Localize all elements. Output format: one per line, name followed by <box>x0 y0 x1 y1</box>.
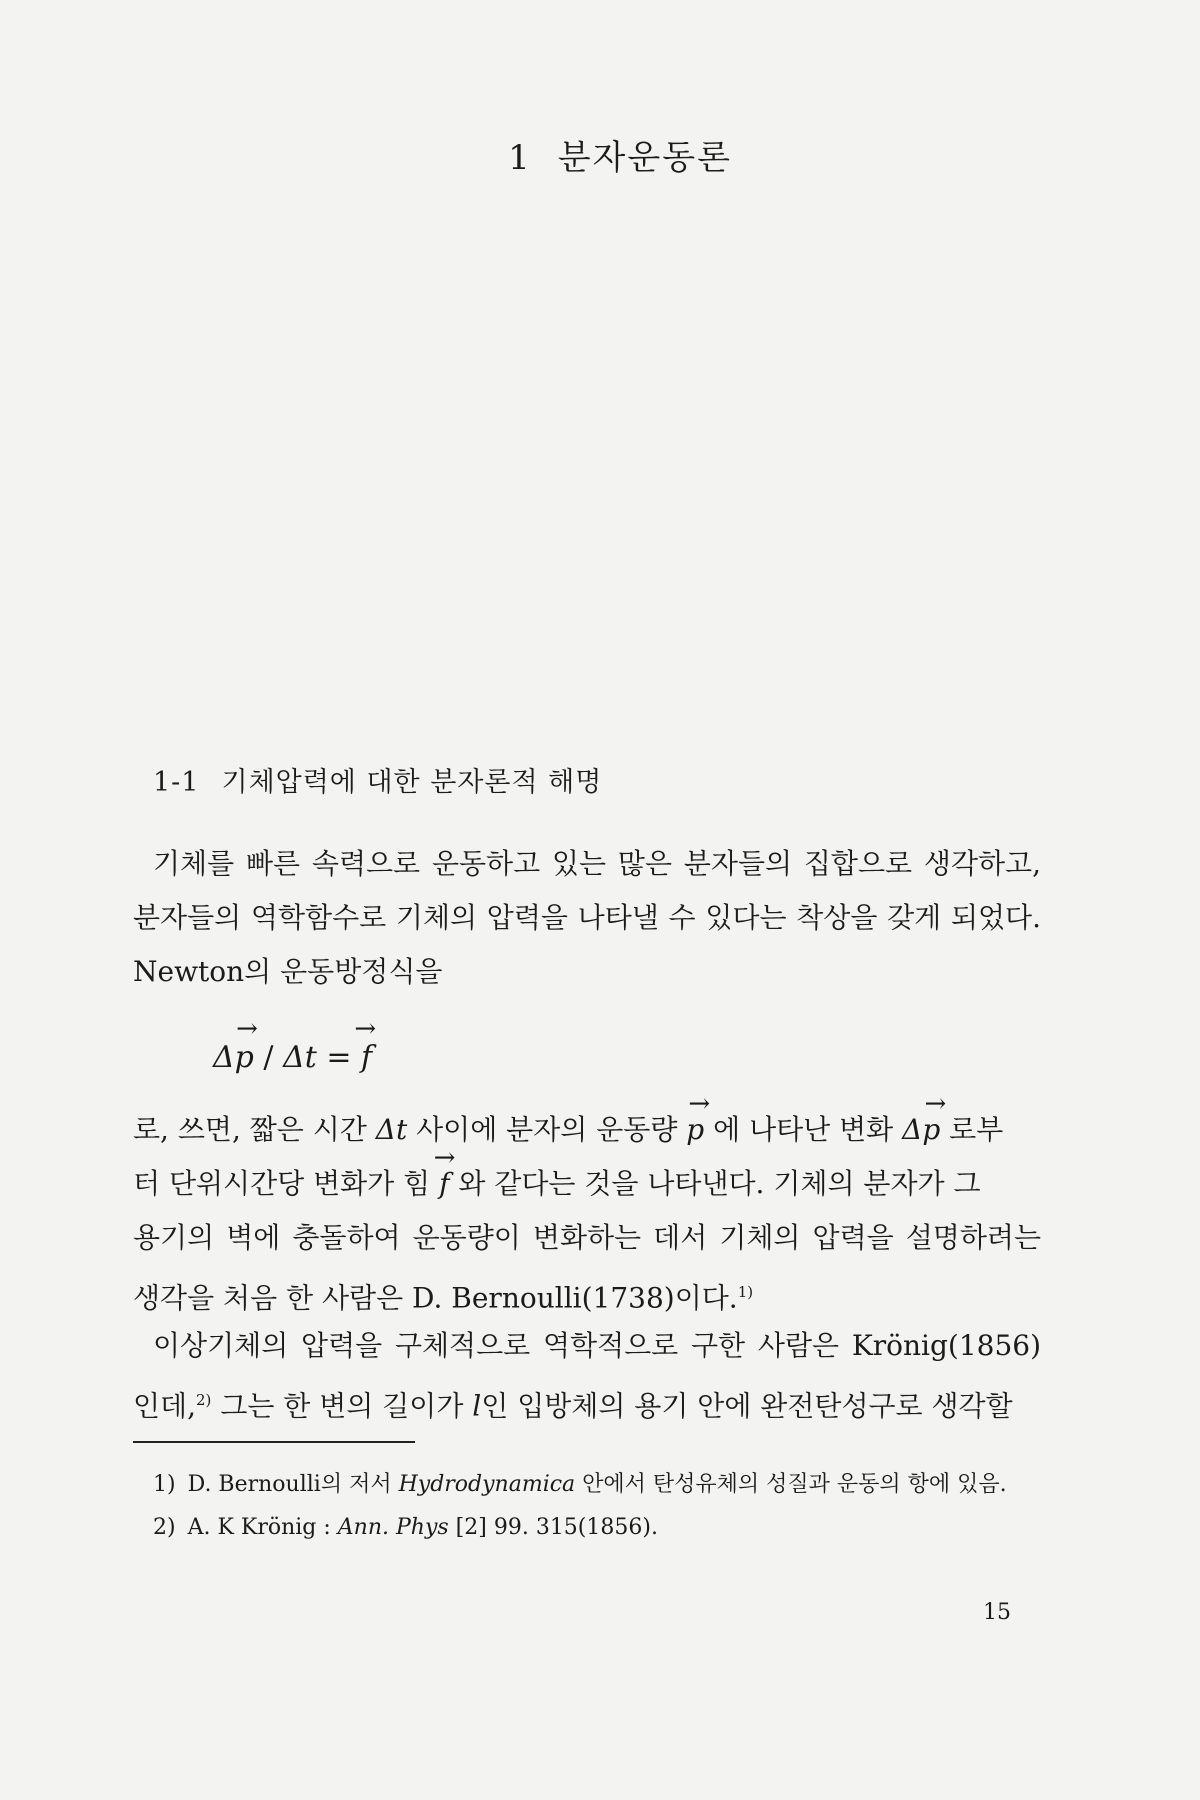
equation-slash: / <box>253 1040 284 1075</box>
momentum-equation <box>213 1040 372 1075</box>
paragraph2-line3: 용기의 벽에 충돌하여 운동량이 변화하는 데서 기체의 압력을 설명하려는 <box>133 1221 1041 1254</box>
paragraph1-line3: Newton의 운동방정식을 <box>133 955 443 988</box>
page-number: 15 <box>983 1600 1011 1625</box>
p2-l4-text: 생각을 처음 한 사람은 D. Bernoulli(1738)이다. <box>133 1281 738 1315</box>
footnote-1 <box>153 1470 1007 1500</box>
footnote-1-text-a: D. Bernoulli의 저서 <box>187 1472 399 1497</box>
equation-delta-p: → Δp <box>213 1040 254 1075</box>
paragraph2-line2 <box>133 1164 1041 1204</box>
p2-l2-text-a: 터 단위시간당 변화가 힘 <box>133 1167 440 1200</box>
footnote-2-text-a: A. K Krönig : <box>187 1515 338 1540</box>
p2-l1-text-b: 사이에 분자의 운동량 <box>407 1113 687 1146</box>
p2-l1-text-d: 로부 <box>940 1113 1004 1146</box>
p2-l1-delta-t: Δt <box>375 1113 408 1146</box>
p2-l1-text-a: 로, 쓰면, 짧은 시간 <box>133 1113 376 1146</box>
paragraph2-line4 <box>133 1272 1041 1318</box>
chapter-title <box>20 130 1200 179</box>
equation-force: → f <box>361 1040 372 1075</box>
chapter-number: 1 <box>508 138 532 178</box>
p3-l2-length-l: l <box>472 1389 482 1423</box>
footnote-1-italic: Hydrodynamica <box>398 1472 576 1497</box>
section-number: 1-1 <box>153 767 200 798</box>
section-heading <box>153 760 602 799</box>
p2-l2-f-vector: → f <box>439 1164 449 1204</box>
paragraph3-line2 <box>133 1380 1041 1426</box>
paragraph1-line2: 분자들의 역학함수로 기체의 압력을 나타낼 수 있다는 착상을 갖게 되었다. <box>133 901 1041 934</box>
footnote-divider <box>133 1441 415 1443</box>
section-title-text: 기체압력에 대한 분자론적 해명 <box>221 767 603 798</box>
equation-equals: = <box>316 1040 362 1075</box>
footnote-ref-1[interactable]: 1) <box>737 1283 754 1301</box>
footnote-1-text-b: 안에서 탄성유체의 성질과 운동의 항에 있음. <box>575 1472 1007 1497</box>
footnote-1-number: 1) <box>153 1472 176 1497</box>
p2-l1-delta-p-vector: → Δp <box>902 1110 940 1150</box>
paragraph3-line1: 이상기체의 압력을 구체적으로 역학적으로 구한 사람은 Krönig(1856) <box>153 1329 1041 1362</box>
footnote-ref-2[interactable]: 2) <box>196 1391 212 1409</box>
footnote-2-number: 2) <box>153 1515 176 1540</box>
equation-delta-t: Δt <box>283 1040 317 1075</box>
paragraph1-line1: 기체를 빠른 속력으로 운동하고 있는 많은 분자들의 집합으로 생각하고, <box>153 847 1041 880</box>
p2-l2-text-b: 와 같다는 것을 나타낸다. 기체의 분자가 그 <box>449 1167 981 1200</box>
footnote-2-text-b: [2] 99. 315(1856). <box>448 1515 658 1540</box>
p3-l2-text-a: 인데, <box>133 1389 196 1423</box>
p2-l1-p-vector: → p <box>686 1110 704 1150</box>
p3-l2-text-c: 인 입방체의 용기 안에 완전탄성구로 생각할 <box>481 1389 1013 1423</box>
p2-l1-text-c: 에 나타난 변화 <box>704 1113 903 1146</box>
footnote-2 <box>153 1513 658 1543</box>
p3-l2-text-b: 그는 한 변의 길이가 <box>211 1389 473 1423</box>
footnote-2-italic: Ann. Phys <box>337 1515 449 1540</box>
chapter-title-text: 분자운동론 <box>557 138 732 178</box>
paragraph2-line1 <box>133 1110 1041 1150</box>
